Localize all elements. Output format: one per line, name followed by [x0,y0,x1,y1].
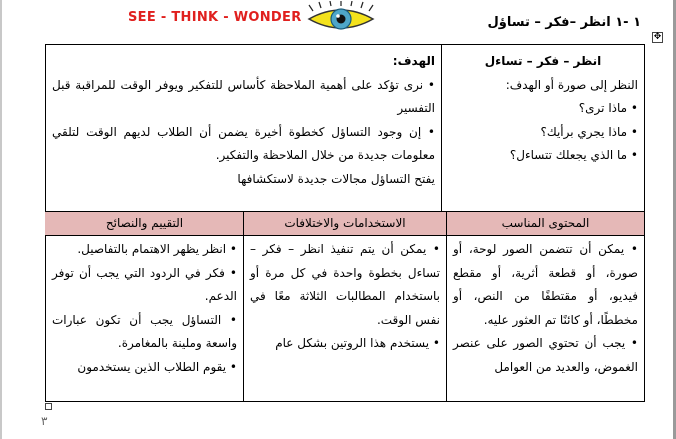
uses-item: • يمكن أن يتم تنفيذ انظر – فكر – تساءل بخطوة واحدة في كل مرة أو باستخدام المطالبات الثلاثة معًا في نفس الوقت. [250,238,440,332]
evaluation-item: • فكر في الردود التي يجب أن توفر الدعم. [52,262,237,309]
table-resize-handle[interactable] [45,403,52,410]
goal-item: • نرى تؤكد على أهمية الملاحظة كأساس للتفكير ويوفر الوقت للمراقبة قبل التفسير [52,74,435,121]
evaluation-item: • يقوم الطلاب الذين يستخدمون [52,356,237,380]
column-header-content: المحتوى المناسب [501,216,590,230]
goal-title: الهدف: [392,54,435,68]
uses-column-cell [244,238,446,401]
table-move-handle[interactable]: ✥ [653,32,662,42]
see-think-wonder-banner: SEE - THINK - WONDER [128,10,302,25]
content-column-cell [447,238,644,401]
page-heading: ١ -١ انظر –فكر – تساؤل [487,15,641,30]
page-number: ٣ [41,414,48,428]
evaluation-item: • التساؤل يجب أن تكون عبارات واسعة وملينة بالمغامرة. [52,309,237,356]
header-row-bottom [45,235,645,236]
table-border-top [45,44,645,45]
table-border-bottom [45,401,645,402]
uses-item: • يستخدم هذا الروتين بشكل عام [250,332,440,356]
question-item: • ماذا ترى؟ [448,97,638,121]
column-header-uses: الاستخدامات والاختلافات [284,216,406,230]
evaluation-column-cell [46,238,243,401]
goal-item: • إن وجود التساؤل كخطوة أخيرة يضمن أن الطلاب لديهم الوقت لتلقي معلومات جديدة من خلال الملاحظة والتفكير. [52,121,435,168]
content-item: • يمكن أن تتضمن الصور لوحة، أو صورة، أو قطعة أثرية، أو مقطع فيديو، أو مقتطفًا من النص، أو مخططًا، أو كائنًا تم العثور عليه. [453,238,638,332]
window-frame-left [0,0,2,439]
routine-title: انظر – فكر – تساءل [484,54,602,68]
column-header-evaluation: التقييم والنصائح [105,216,184,230]
eye-icon [305,1,377,37]
goal-closing: يفتح التساؤل مجالات جديدة لاستكشافها [237,171,435,186]
content-item: • يجب أن تحتوي الصور على عنصر الغموض، والعديد من العوامل [453,332,638,379]
goal-cell [46,50,441,210]
routine-steps-cell [442,50,644,210]
evaluation-item: • انظر يظهر الاهتمام بالتفاصيل. [52,238,237,262]
question-item: • ماذا يجري برأيك؟ [448,121,638,145]
question-item: • ما الذي يجعلك تتساءل؟ [448,144,638,168]
routine-intro: النظر إلى صورة أو الهدف: [505,77,638,92]
table-border-right [644,44,645,402]
